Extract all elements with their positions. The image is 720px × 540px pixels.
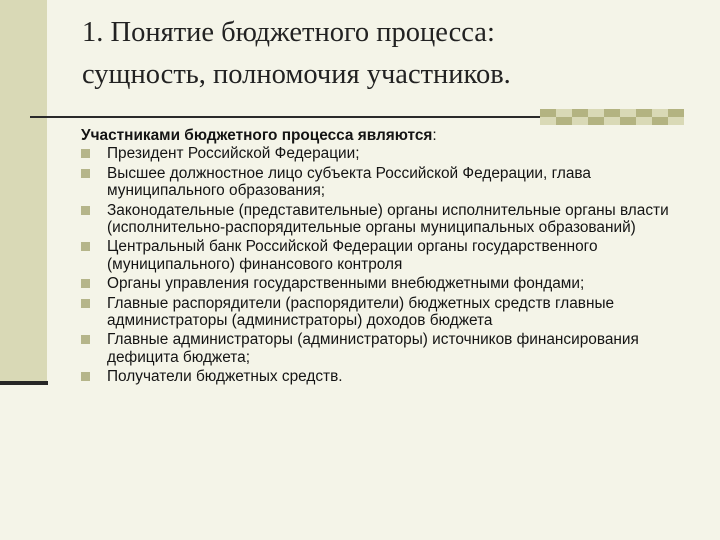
title-line-1: 1. Понятие бюджетного процесса: <box>82 17 495 48</box>
list-item <box>81 368 711 385</box>
list-item <box>81 202 711 237</box>
list-item-text: Главные администраторы (администраторы) источников финансирования дефицита бюджета; <box>107 331 639 366</box>
checker-decoration <box>540 109 684 125</box>
square-bullet-icon <box>81 372 90 381</box>
checker-cell <box>636 109 652 117</box>
checker-cell <box>668 117 684 125</box>
checker-cell <box>540 109 556 117</box>
checker-cell <box>668 109 684 117</box>
participants-list <box>81 145 711 385</box>
list-item-text: Президент Российской Федерации; <box>107 145 360 163</box>
list-item-text: Высшее должностное лицо субъекта Российской Федерации, глава муниципального образования; <box>107 164 591 200</box>
checker-cell <box>588 109 604 117</box>
checker-cell <box>572 117 588 125</box>
list-item-text: Получатели бюджетных средств. <box>107 368 343 386</box>
square-bullet-icon <box>81 279 90 288</box>
checker-cell <box>636 117 652 125</box>
list-item-text: Законодательные (представительные) органы исполнительные органы власти (исполнительно-распорядительные органы муниципальных образований) <box>107 201 669 236</box>
checker-cell <box>540 117 556 125</box>
square-bullet-icon <box>81 206 90 215</box>
intro-bold-text: Участниками бюджетного процесса являются <box>81 127 433 144</box>
square-bullet-icon <box>81 335 90 344</box>
checker-cell <box>652 117 668 125</box>
checker-cell <box>556 109 572 117</box>
slide-body <box>81 127 711 388</box>
list-item <box>81 145 711 162</box>
intro-colon: : <box>432 127 437 144</box>
list-item <box>81 165 711 200</box>
checker-cell <box>620 109 636 117</box>
square-bullet-icon <box>81 299 90 308</box>
list-item-text: Главные распорядители (распорядители) бюджетных средств главные администраторы (администраторы) доходов бюджета <box>107 294 615 329</box>
list-item <box>81 331 711 366</box>
checker-cell <box>588 117 604 125</box>
square-bullet-icon <box>81 242 90 251</box>
list-item <box>81 295 711 330</box>
checker-cell <box>604 117 620 125</box>
slide-title <box>82 12 702 96</box>
checker-cell <box>572 109 588 117</box>
list-item-text: Центральный банк Российской Федерации органы государственного (муниципального) финансового контроля <box>107 238 598 273</box>
list-item-text: Органы управления государственными внебюджетными фондами; <box>107 275 585 293</box>
checker-cell <box>652 109 668 117</box>
checker-cell <box>556 117 572 125</box>
left-decor-band <box>0 0 47 383</box>
square-bullet-icon <box>81 149 90 158</box>
title-divider <box>30 116 540 118</box>
title-line-2: сущность, полномочия участников. <box>82 59 511 90</box>
intro-line <box>81 127 711 144</box>
square-bullet-icon <box>81 169 90 178</box>
left-decor-line <box>0 381 48 385</box>
list-item <box>81 238 711 273</box>
checker-cell <box>620 117 636 125</box>
list-item <box>81 275 711 292</box>
checker-cell <box>604 109 620 117</box>
